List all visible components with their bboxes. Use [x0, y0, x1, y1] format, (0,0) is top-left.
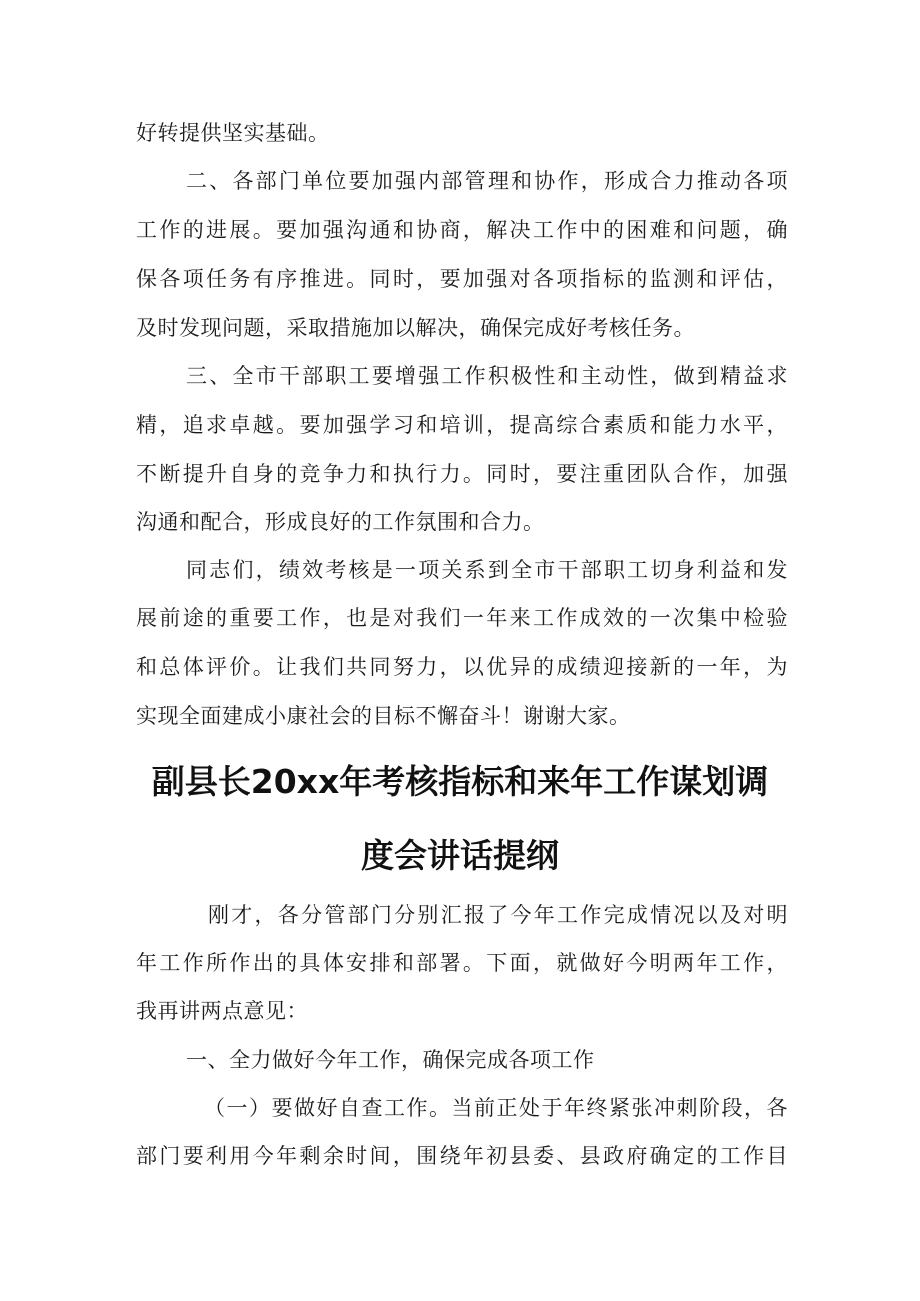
- paragraph-line: 工作的进展。要加强沟通和协商，解决工作中的困难和问题，确: [136, 218, 788, 242]
- paragraph-line: 同志们，绩效考核是一项关系到全市干部职工切身利益和发: [186, 558, 788, 582]
- paragraph-line: 刚才，各分管部门分别汇报了今年工作完成情况以及对明: [208, 903, 788, 927]
- paragraph-line: 保各项任务有序推进。同时，要加强对各项指标的监测和评估，: [136, 267, 788, 291]
- paragraph-line: 好转提供坚实基础。: [136, 121, 330, 145]
- paragraph-line: 年工作所作出的具体安排和部署。下面，就做好今明两年工作，: [136, 951, 788, 975]
- paragraph-line: 三、全市干部职工要增强工作积极性和主动性，做到精益求: [186, 364, 788, 388]
- paragraph-line: 二、各部门单位要加强内部管理和协作，形成合力推动各项: [186, 169, 788, 193]
- paragraph-line: 沟通和配合，形成良好的工作氛围和合力。: [136, 510, 545, 534]
- paragraph-line: 实现全面建成小康社会的目标不懈奋斗！谢谢大家。: [136, 704, 631, 728]
- paragraph-line: 展前途的重要工作，也是对我们一年来工作成效的一次集中检验: [136, 606, 788, 630]
- paragraph-line: 及时发现问题，采取措施加以解决，确保完成好考核任务。: [136, 316, 695, 340]
- document-title-line2: 度会讲话提纲: [361, 836, 559, 875]
- paragraph-line: 部门要利用今年剩余时间，围绕年初县委、县政府确定的工作目: [136, 1144, 788, 1168]
- document-title-line1: 副县长20xx年考核指标和来年工作谋划调: [151, 762, 769, 801]
- paragraph-line: 不断提升自身的竞争力和执行力。同时，要注重团队合作，加强: [136, 462, 788, 486]
- section-heading: 一、全力做好今年工作，确保完成各项工作: [186, 1048, 595, 1072]
- paragraph-line: 和总体评价。让我们共同努力，以优异的成绩迎接新的一年，为: [136, 655, 788, 679]
- paragraph-line: （一）要做好自查工作。当前正处于年终紧张冲刺阶段，各: [204, 1096, 788, 1120]
- paragraph-line: 精，追求卓越。要加强学习和培训，提高综合素质和能力水平，: [136, 413, 788, 437]
- paragraph-line: 我再讲两点意见：: [136, 999, 308, 1023]
